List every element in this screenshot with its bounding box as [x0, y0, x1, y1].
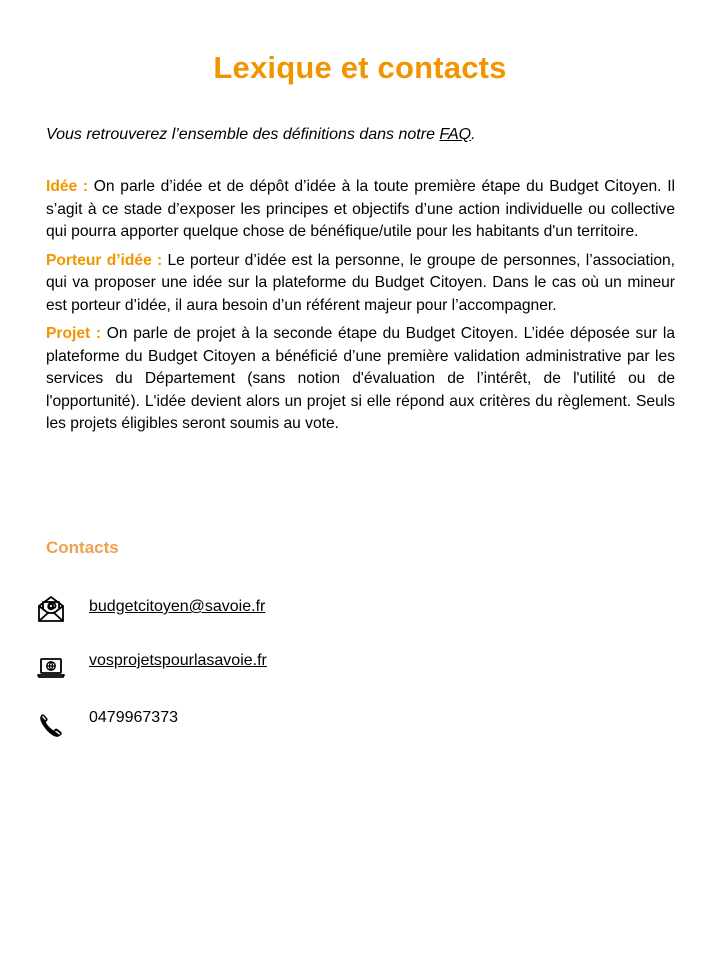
definition-text: On parle d’idée et de dépôt d’idée à la toute première étape du Budget Citoyen. Il s’agit à ce stade d’exposer les principes et objectifs d’une action individuelle ou collective qui pourra apporter quelque chose de bénéfique/utile pour les habitants d'un territoire.: [46, 178, 675, 240]
contacts-heading: Contacts: [46, 538, 119, 557]
website-link[interactable]: vosprojetspourlasavoie.fr: [89, 652, 267, 669]
definition-term: Projet :: [46, 325, 102, 342]
definition-idee: [46, 176, 675, 244]
email-link[interactable]: budgetcitoyen@savoie.fr: [89, 598, 266, 615]
phone-number[interactable]: 0479967373: [89, 709, 178, 726]
definition-text: Le porteur d’idée est la personne, le groupe de personnes, l’association, qui va proposer une idée sur la plateforme du Budget Citoyen. Dans le cas où un mineur est porteur d’idée, il aura besoin d’un référent majeur pour l’accompagner.: [46, 251, 676, 314]
contact-phone-row: [36, 708, 178, 742]
intro-text-before: Vous retrouverez l’ensemble des définitions dans notre: [46, 126, 440, 143]
intro-text: [46, 124, 678, 146]
definition-porteur: [46, 250, 675, 318]
definition-text: On parle de projet à la seconde étape du Budget Citoyen. L’idée déposée sur la plateforme du Budget Citoyen a bénéficié d’une première validation administrative par les services du Département (sans notion d'évaluation de l’intérêt, de l'utilité ou de l'opportunité). L'idée devient alors un projet si elle répond aux critères du règlement. Seuls les projets éligibles seront soumis au vote.: [46, 325, 676, 432]
definition-projet: [46, 323, 675, 436]
email-icon: [36, 594, 66, 624]
page-title: Lexique et contacts: [213, 50, 507, 85]
contact-email-row: [36, 592, 266, 626]
laptop-globe-icon: [36, 652, 66, 682]
definition-term: Porteur d’idée :: [46, 251, 163, 269]
contact-website-row: [36, 650, 267, 684]
faq-link[interactable]: FAQ: [439, 126, 472, 143]
phone-icon: [36, 710, 66, 740]
intro-text-after: .: [471, 126, 476, 143]
definition-term: Idée :: [46, 178, 89, 195]
glossary: [46, 176, 675, 442]
